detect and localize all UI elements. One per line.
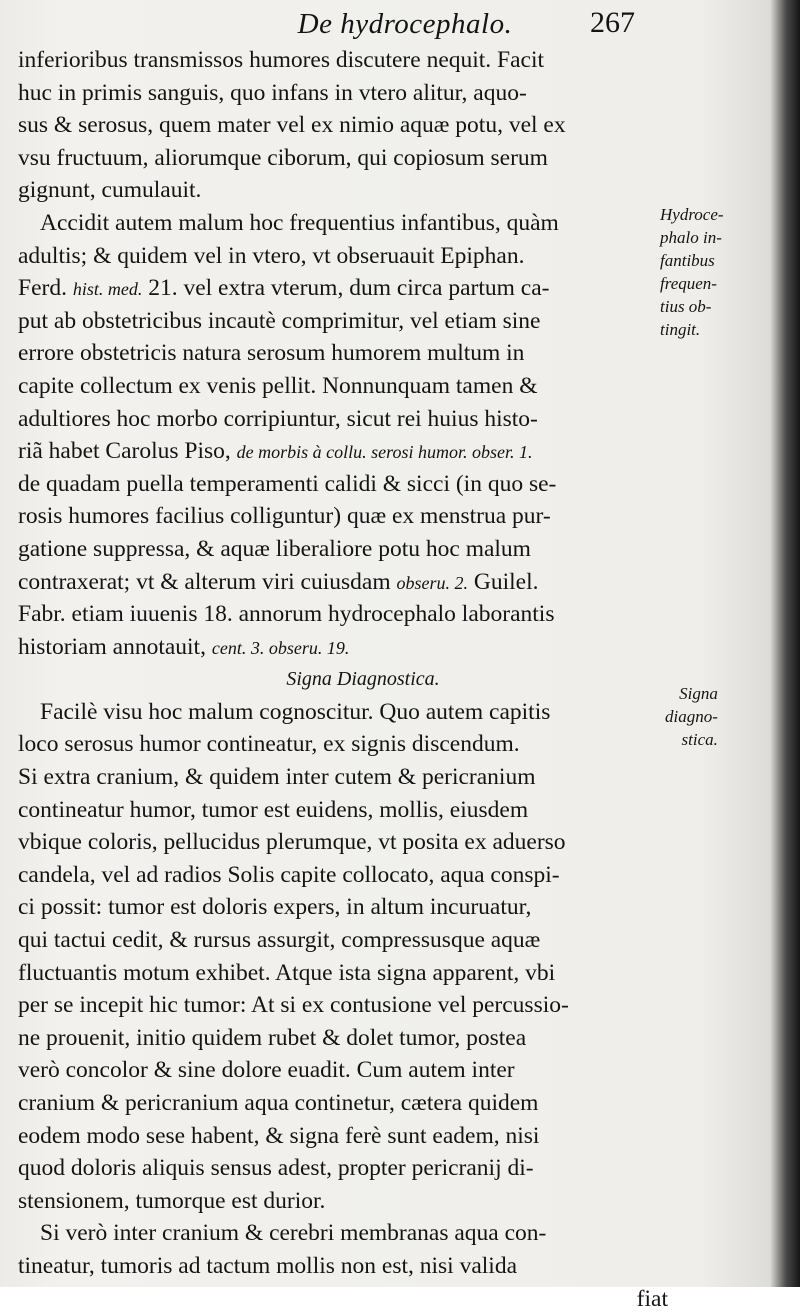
text-run: Guilel.	[468, 568, 539, 595]
text-line	[18, 566, 668, 599]
page-number: 267	[590, 6, 635, 39]
text-run: huc in primis sanguis, quo infans in vtero alitur, aquo-	[18, 79, 527, 106]
text-run: loco serosus humor contineatur, ex signis discendum.	[18, 731, 520, 758]
text-line	[18, 1283, 668, 1315]
text-line	[18, 207, 668, 240]
text-run: fluctuantis motum exhibet. Atque ista signa apparent, vbi	[18, 959, 556, 986]
text-run: fiat	[636, 1285, 668, 1312]
text-run: quod doloris aliquis sensus adest, propter pericranij di-	[18, 1155, 534, 1182]
text-run: vsu fructuum, aliorumque ciborum, qui copiosum serum	[18, 144, 548, 171]
text-line	[18, 403, 668, 436]
page-header	[0, 6, 800, 42]
text-run: ne prouenit, initio quidem rubet & dolet tumor, postea	[18, 1024, 527, 1051]
text-run: tineatur, tumoris ad tactum mollis non est, nisi valida	[18, 1252, 518, 1279]
text-run: per se incepit hic tumor: At si ex contusione vel percussio-	[18, 992, 569, 1019]
citation: obseru. 2.	[396, 572, 468, 593]
text-line	[18, 1152, 668, 1185]
margin-note-hydrocephalo	[660, 203, 724, 341]
text-run: capite collectum ex venis pellit. Nonnunquam tamen &	[18, 372, 538, 399]
text-line	[18, 240, 668, 273]
text-line	[18, 533, 668, 566]
text-line	[18, 859, 668, 892]
text-run: gignunt, cumulauit.	[18, 177, 202, 204]
text-line	[18, 337, 668, 370]
text-line	[18, 468, 668, 501]
text-line	[18, 435, 668, 468]
margin-note-line: stica.	[681, 730, 718, 749]
text-run: put ab obstetricibus incautè comprimitur, vel etiam sine	[18, 307, 541, 334]
text-line	[18, 1087, 668, 1120]
text-line	[18, 957, 668, 990]
text-line	[18, 989, 668, 1022]
text-line	[18, 109, 668, 142]
text-line	[18, 44, 668, 77]
text-line	[18, 1185, 668, 1218]
text-run: adultiores hoc morbo corripiuntur, sicut rei huius histo-	[18, 405, 538, 432]
text-run: ci possit: tumor est doloris expers, in altum incuruatur,	[18, 894, 532, 921]
text-run: riã habet Carolus Piso,	[18, 438, 237, 465]
text-line	[18, 924, 668, 957]
text-line	[18, 891, 668, 924]
margin-note-line: Signa	[679, 684, 718, 703]
text-run: qui tactui cedit, & rursus assurgit, compressusque aquæ	[18, 927, 541, 954]
text-line	[18, 500, 668, 533]
text-run: sus & serosus, quem mater vel ex nimio aquæ potu, vel ex	[18, 112, 566, 139]
text-line	[18, 826, 668, 859]
text-line	[18, 272, 668, 305]
text-line	[18, 305, 668, 338]
text-run: Si extra cranium, & quidem inter cutem & pericranium	[18, 764, 536, 791]
text-line	[18, 370, 668, 403]
citation: de morbis à collu. serosi humor. obser. 1.	[236, 442, 533, 463]
section-heading	[18, 663, 668, 696]
text-run: errore obstetricis natura serosum humorem multum in	[18, 340, 525, 367]
margin-note-line: Hydroce-	[660, 205, 724, 224]
text-line	[18, 728, 668, 761]
margin-note-line: fantibus	[660, 251, 715, 270]
text-line	[18, 598, 668, 631]
text-run: contraxerat; vt & alterum viri cuiusdam	[18, 568, 397, 595]
text-line	[18, 1022, 668, 1055]
margin-note-line: frequen-	[660, 274, 717, 293]
text-run: verò concolor & sine dolore euadit. Cum autem inter	[18, 1057, 515, 1084]
text-line	[18, 761, 668, 794]
text-run: eodem modo sese habent, & signa ferè sunt eadem, nisi	[18, 1122, 540, 1149]
text-line	[18, 1217, 668, 1250]
margin-note-line: tius ob-	[660, 297, 712, 316]
text-line	[18, 631, 668, 664]
text-line	[18, 1120, 668, 1153]
text-line	[18, 142, 668, 175]
text-run: vbique coloris, pellucidus plerumque, vt posita ex aduerso	[18, 829, 566, 856]
text-run: 21. vel extra vterum, dum circa partum ca-	[142, 275, 550, 302]
running-title: De hydrocephalo.	[297, 8, 513, 40]
text-run: Facilè visu hoc malum cognoscitur. Quo autem capitis	[40, 698, 551, 725]
text-run: Fabr. etiam iuuenis 18. annorum hydrocephalo laborantis	[18, 601, 555, 628]
text-run: inferioribus transmissos humores discutere nequit. Facit	[18, 47, 545, 73]
text-line	[18, 174, 668, 207]
body-text	[18, 44, 668, 1315]
text-line	[18, 77, 668, 110]
text-line	[18, 794, 668, 827]
text-run: contineatur humor, tumor est euidens, mollis, eiusdem	[18, 796, 529, 823]
text-run: adultis; & quidem vel in vtero, vt obseruauit Epiphan.	[18, 242, 525, 269]
text-line	[18, 1250, 668, 1283]
text-run: candela, vel ad radios Solis capite collocato, aqua conspi-	[18, 861, 560, 888]
text-run: rosis humores facilius colliguntur) quæ ex menstrua pur-	[18, 503, 551, 530]
text-run: Accidit autem malum hoc frequentius infantibus, quàm	[40, 209, 559, 236]
margin-note-line: tingit.	[660, 320, 701, 339]
margin-note-signa	[665, 682, 718, 751]
citation: hist. med.	[72, 279, 143, 300]
text-line	[18, 696, 668, 729]
text-run: stensionem, tumorque est durior.	[18, 1187, 326, 1214]
text-run: historiam annotauit,	[18, 633, 212, 660]
margin-note-line: phalo in-	[660, 228, 722, 247]
text-line	[18, 1054, 668, 1087]
citation: cent. 3. obseru. 19.	[211, 637, 350, 658]
text-run: gatione suppressa, & aquæ liberaliore potu hoc malum	[18, 535, 531, 562]
text-run: Signa Diagnostica.	[286, 668, 440, 691]
text-run: cranium & pericranium aqua continetur, cætera quidem	[18, 1090, 539, 1116]
margin-note-line: diagno-	[665, 707, 718, 726]
text-run: de quadam puella temperamenti calidi & sicci (in quo se-	[18, 470, 557, 497]
text-run: Si verò inter cranium & cerebri membranas aqua con-	[40, 1220, 547, 1247]
text-run: Ferd.	[18, 275, 73, 302]
